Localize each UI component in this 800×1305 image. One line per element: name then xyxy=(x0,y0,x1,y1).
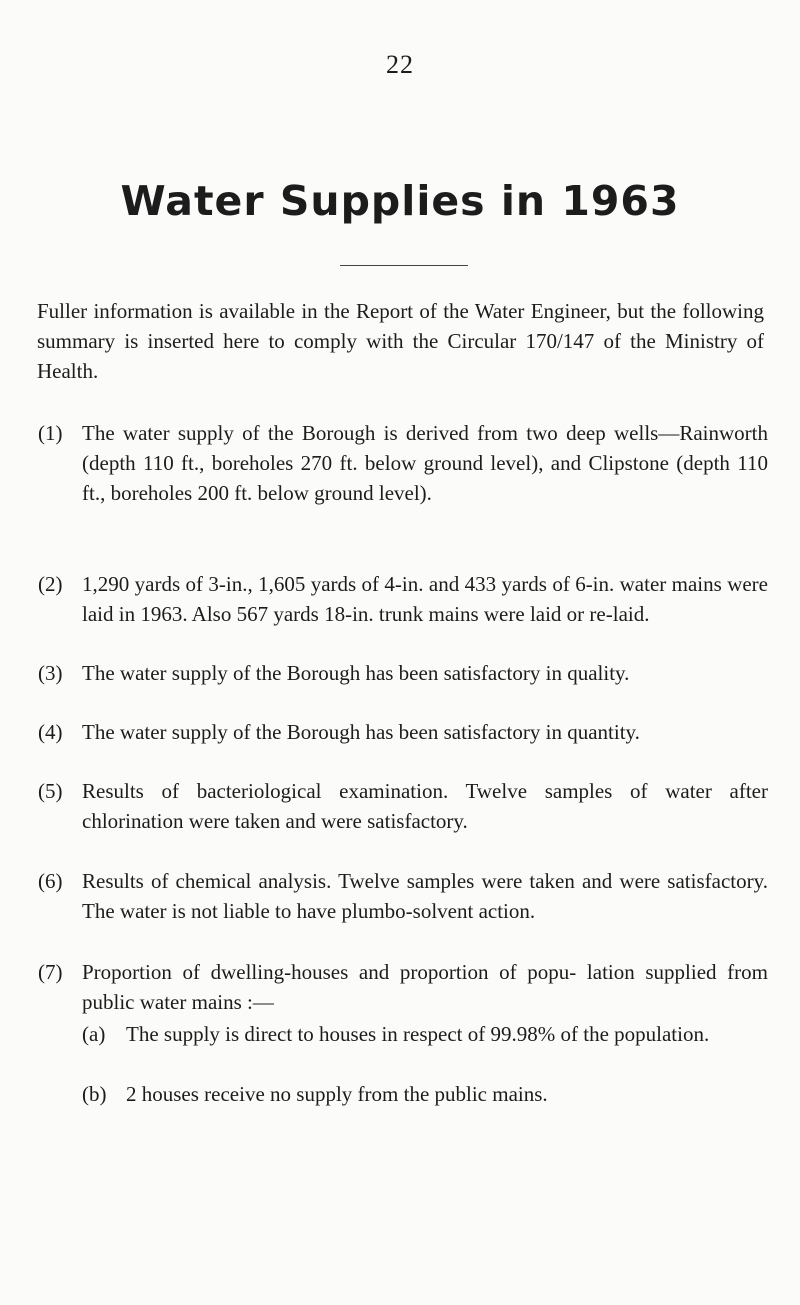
item-text: The water supply of the Borough is derived from two deep wells—Rainworth (depth 110 ft., boreholes 270 ft. below ground level), and Clipstone (depth 110 ft., boreholes 200 ft. below ground level). xyxy=(82,421,768,505)
item-number: (2) xyxy=(38,572,63,596)
sub-item-a xyxy=(82,1019,768,1049)
item-text: Results of bacteriological examination. Twelve samples of water after chlorination were taken and were satisfactory. xyxy=(82,779,768,833)
item-text: 1,290 yards of 3-in., 1,605 yards of 4-in. and 433 yards of 6-in. water mains were laid in 1963. Also 567 yards 18-in. trunk mains were laid or re-laid. xyxy=(82,572,768,626)
title-divider xyxy=(340,265,468,266)
list-item-5 xyxy=(38,776,768,836)
list-item-1 xyxy=(38,418,768,508)
item-text: Results of chemical analysis. Twelve samples were taken and were satisfactory. The water is not liable to have plumbo-solvent action. xyxy=(82,869,768,923)
item-text: The water supply of the Borough has been satisfactory in quality. xyxy=(82,661,630,685)
sub-item-b xyxy=(82,1079,768,1109)
list-item-2 xyxy=(38,569,768,629)
list-item-6 xyxy=(38,866,768,926)
item-number: (6) xyxy=(38,869,63,893)
sub-item-letter: (b) xyxy=(82,1082,107,1106)
item-number: (4) xyxy=(38,720,63,744)
sub-item-text: The supply is direct to houses in respect of 99.98% of the population. xyxy=(126,1022,710,1046)
item-text: The water supply of the Borough has been satisfactory in quantity. xyxy=(82,720,640,744)
page-number: 22 xyxy=(386,50,414,79)
page-title: Water Supplies in 1963 xyxy=(120,177,680,225)
list-item-4 xyxy=(38,717,768,747)
sub-item-text: 2 houses receive no supply from the public mains. xyxy=(126,1082,548,1106)
list-item-3 xyxy=(38,658,768,688)
list-item-7 xyxy=(38,957,768,1017)
item-number: (3) xyxy=(38,661,63,685)
item-text: Proportion of dwelling-houses and proportion of popu- lation supplied from public water mains :— xyxy=(82,960,768,1014)
item-number: (1) xyxy=(38,421,63,445)
item-number: (5) xyxy=(38,779,63,803)
sub-item-letter: (a) xyxy=(82,1022,106,1046)
intro-paragraph: Fuller information is available in the Report of the Water Engineer, but the following summary is inserted here to comply with the Circular 170/147 of the Ministry of Health. xyxy=(37,299,764,383)
item-number: (7) xyxy=(38,960,63,984)
